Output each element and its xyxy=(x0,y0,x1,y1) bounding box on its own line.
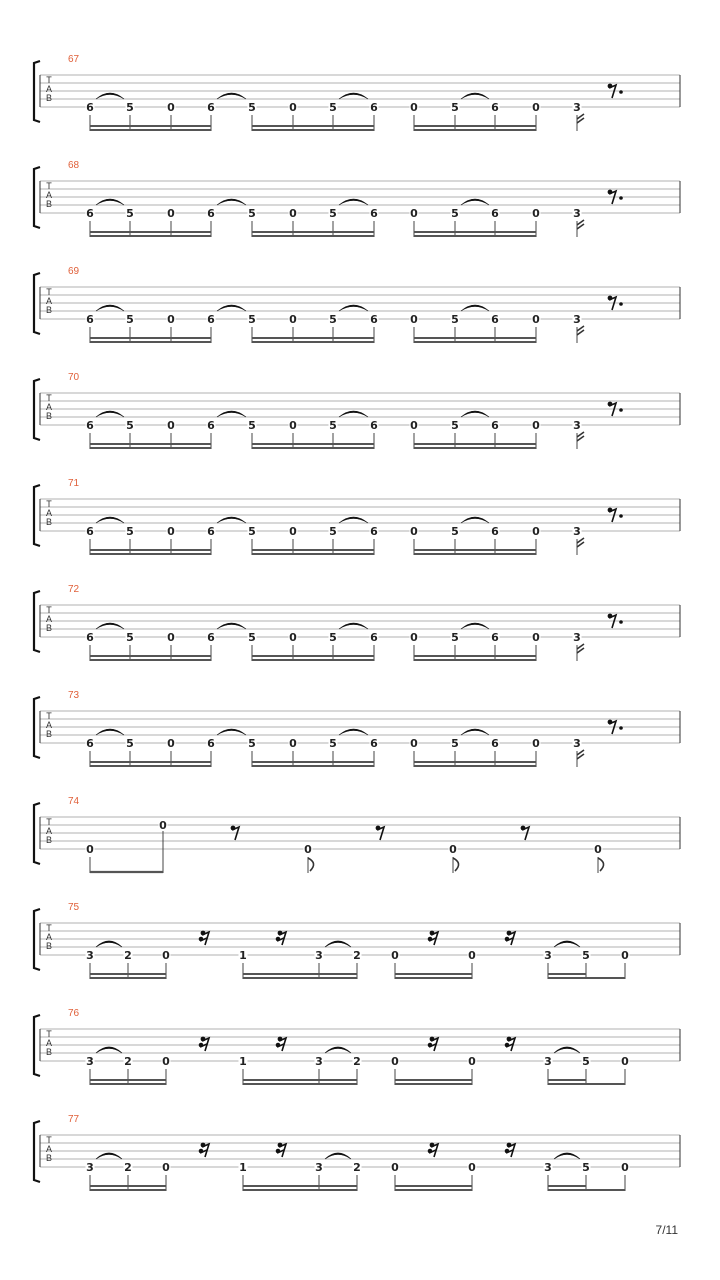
fret-number: 0 xyxy=(167,313,175,326)
tab-system xyxy=(34,478,680,555)
fret-number: 5 xyxy=(329,313,337,326)
fret-number: 3 xyxy=(573,101,581,114)
tab-clef-letter: A xyxy=(45,614,53,624)
fret-number: 0 xyxy=(410,525,418,538)
fret-number: 6 xyxy=(86,737,94,750)
slur xyxy=(339,199,368,205)
fret-number: 0 xyxy=(532,737,540,750)
fret-number: 5 xyxy=(582,949,590,962)
tab-system xyxy=(34,584,680,661)
slur xyxy=(217,729,246,735)
tab-system xyxy=(34,160,680,237)
fret-number: 1 xyxy=(239,1161,247,1174)
rest-augmentation-dot xyxy=(619,408,623,412)
tab-clef-letter: A xyxy=(45,720,53,730)
fret-number: 5 xyxy=(582,1161,590,1174)
tab-clef-letter: B xyxy=(45,1047,53,1057)
fret-number: 0 xyxy=(410,737,418,750)
system-brace xyxy=(34,61,40,122)
slur xyxy=(461,199,489,205)
fret-number: 5 xyxy=(126,631,134,644)
fret-number: 0 xyxy=(532,101,540,114)
slur xyxy=(96,1047,122,1053)
slur xyxy=(96,411,124,417)
slur xyxy=(339,305,368,311)
fret-number: 0 xyxy=(159,819,167,832)
rest-augmentation-dot xyxy=(619,302,623,306)
measure-number: 74 xyxy=(68,796,80,807)
fret-number: 6 xyxy=(86,101,94,114)
fret-number: 3 xyxy=(573,313,581,326)
slur xyxy=(461,305,489,311)
fret-number: 6 xyxy=(370,313,378,326)
rest-stem xyxy=(609,297,616,310)
tab-system xyxy=(34,690,680,767)
system-brace xyxy=(34,1015,40,1076)
fret-number: 3 xyxy=(573,737,581,750)
measure-number: 75 xyxy=(68,902,80,913)
fret-number: 3 xyxy=(86,1161,94,1174)
tab-clef-letter: T xyxy=(46,287,52,297)
fret-number: 6 xyxy=(207,525,215,538)
system-brace xyxy=(34,909,40,970)
slur xyxy=(461,411,489,417)
fret-number: 5 xyxy=(248,101,256,114)
fret-number: 0 xyxy=(289,419,297,432)
tab-clef-letter: A xyxy=(45,1144,53,1154)
fret-number: 3 xyxy=(573,207,581,220)
fret-number: 5 xyxy=(329,631,337,644)
fret-number: 0 xyxy=(289,737,297,750)
fret-number: 0 xyxy=(621,1055,629,1068)
tab-system xyxy=(34,902,680,979)
fret-number: 0 xyxy=(594,843,602,856)
fret-number: 5 xyxy=(126,737,134,750)
tab-clef-letter: T xyxy=(46,711,52,721)
fret-number: 5 xyxy=(451,525,459,538)
fret-number: 0 xyxy=(167,737,175,750)
fret-number: 6 xyxy=(491,207,499,220)
fret-number: 6 xyxy=(491,101,499,114)
rest-stem xyxy=(609,85,616,98)
system-brace xyxy=(34,591,40,652)
tab-clef-letter: T xyxy=(46,1029,52,1039)
tab-clef-letter: B xyxy=(45,729,53,739)
slur xyxy=(339,411,368,417)
tab-clef-letter: B xyxy=(45,199,53,209)
fret-number: 0 xyxy=(162,1161,170,1174)
fret-number: 5 xyxy=(126,101,134,114)
note-flag xyxy=(598,858,604,871)
fret-number: 6 xyxy=(207,631,215,644)
fret-number: 6 xyxy=(370,525,378,538)
tab-clef-letter: B xyxy=(45,941,53,951)
fret-number: 0 xyxy=(167,419,175,432)
fret-number: 0 xyxy=(167,207,175,220)
fret-number: 0 xyxy=(289,101,297,114)
tab-clef-letter: A xyxy=(45,826,53,836)
fret-number: 5 xyxy=(248,313,256,326)
fret-number: 5 xyxy=(451,313,459,326)
tab-clef-letter: A xyxy=(45,508,53,518)
slur xyxy=(217,305,246,311)
fret-number: 0 xyxy=(410,313,418,326)
fret-number: 0 xyxy=(532,313,540,326)
slur xyxy=(96,93,124,99)
tab-system xyxy=(34,796,680,873)
fret-number: 3 xyxy=(315,1161,323,1174)
fret-number: 6 xyxy=(370,631,378,644)
tab-clef-letter: B xyxy=(45,411,53,421)
fret-number: 6 xyxy=(491,313,499,326)
fret-number: 5 xyxy=(582,1055,590,1068)
measure-number: 73 xyxy=(68,690,80,701)
rest-stem xyxy=(232,827,239,840)
tab-system xyxy=(34,266,680,343)
slur xyxy=(96,517,124,523)
tab-clef-letter: T xyxy=(46,923,52,933)
fret-number: 3 xyxy=(544,1055,552,1068)
fret-number: 2 xyxy=(124,949,132,962)
fret-number: 6 xyxy=(207,737,215,750)
tab-clef-letter: T xyxy=(46,181,52,191)
fret-number: 5 xyxy=(451,101,459,114)
fret-number: 5 xyxy=(329,737,337,750)
fret-number: 5 xyxy=(248,207,256,220)
fret-number: 0 xyxy=(289,313,297,326)
fret-number: 0 xyxy=(621,949,629,962)
fret-number: 5 xyxy=(126,313,134,326)
fret-number: 0 xyxy=(468,1055,476,1068)
fret-number: 3 xyxy=(86,1055,94,1068)
fret-number: 3 xyxy=(315,1055,323,1068)
slur xyxy=(96,199,124,205)
measure-number: 67 xyxy=(68,54,80,65)
slur xyxy=(461,729,489,735)
fret-number: 0 xyxy=(532,207,540,220)
tab-clef-letter: A xyxy=(45,1038,53,1048)
rest-stem xyxy=(522,827,529,840)
rest-stem xyxy=(609,191,616,204)
fret-number: 5 xyxy=(451,207,459,220)
fret-number: 3 xyxy=(573,525,581,538)
fret-number: 6 xyxy=(86,313,94,326)
measure-number: 69 xyxy=(68,266,80,277)
fret-number: 6 xyxy=(370,737,378,750)
fret-number: 0 xyxy=(162,1055,170,1068)
slur xyxy=(217,411,246,417)
measure-number: 70 xyxy=(68,372,80,383)
slur xyxy=(217,199,246,205)
tab-clef-letter: B xyxy=(45,623,53,633)
fret-number: 0 xyxy=(162,949,170,962)
tab-clef-letter: B xyxy=(45,835,53,845)
fret-number: 0 xyxy=(289,207,297,220)
slur xyxy=(96,623,124,629)
fret-number: 0 xyxy=(621,1161,629,1174)
tab-clef-letter: T xyxy=(46,1135,52,1145)
fret-number: 0 xyxy=(86,843,94,856)
tab-system xyxy=(34,1008,680,1085)
fret-number: 5 xyxy=(126,207,134,220)
fret-number: 0 xyxy=(167,101,175,114)
tab-clef-letter: T xyxy=(46,393,52,403)
system-brace xyxy=(34,379,40,440)
fret-number: 0 xyxy=(167,525,175,538)
fret-number: 6 xyxy=(491,737,499,750)
fret-number: 3 xyxy=(544,949,552,962)
fret-number: 0 xyxy=(304,843,312,856)
fret-number: 6 xyxy=(207,313,215,326)
fret-number: 1 xyxy=(239,949,247,962)
tab-clef-letter: T xyxy=(46,499,52,509)
tab-clef-letter: A xyxy=(45,932,53,942)
fret-number: 6 xyxy=(370,419,378,432)
tab-clef-letter: A xyxy=(45,402,53,412)
fret-number: 6 xyxy=(207,207,215,220)
tab-clef-letter: A xyxy=(45,190,53,200)
fret-number: 3 xyxy=(573,419,581,432)
system-brace xyxy=(34,803,40,864)
page-number: 7/11 xyxy=(655,1223,678,1237)
slur xyxy=(217,623,246,629)
tab-clef-letter: A xyxy=(45,296,53,306)
fret-number: 2 xyxy=(353,1055,361,1068)
slur xyxy=(461,517,489,523)
fret-number: 6 xyxy=(86,419,94,432)
fret-number: 5 xyxy=(451,737,459,750)
rest-stem xyxy=(609,615,616,628)
slur xyxy=(96,941,122,947)
fret-number: 0 xyxy=(532,525,540,538)
fret-number: 6 xyxy=(491,631,499,644)
fret-number: 5 xyxy=(248,631,256,644)
fret-number: 6 xyxy=(491,419,499,432)
fret-number: 0 xyxy=(391,1161,399,1174)
system-brace xyxy=(34,1121,40,1182)
fret-number: 3 xyxy=(86,949,94,962)
slur xyxy=(96,729,124,735)
tab-clef-letter: T xyxy=(46,75,52,85)
fret-number: 5 xyxy=(451,419,459,432)
slur xyxy=(554,1153,580,1159)
fret-number: 0 xyxy=(410,207,418,220)
tab-clef-letter: A xyxy=(45,84,53,94)
fret-number: 6 xyxy=(207,419,215,432)
fret-number: 6 xyxy=(370,207,378,220)
fret-number: 3 xyxy=(573,631,581,644)
note-flag xyxy=(453,858,459,871)
tab-clef-letter: T xyxy=(46,817,52,827)
fret-number: 5 xyxy=(126,419,134,432)
fret-number: 3 xyxy=(544,1161,552,1174)
fret-number: 5 xyxy=(248,419,256,432)
fret-number: 2 xyxy=(124,1161,132,1174)
fret-number: 5 xyxy=(248,737,256,750)
measure-number: 71 xyxy=(68,478,80,489)
fret-number: 0 xyxy=(410,101,418,114)
rest-stem xyxy=(609,721,616,734)
fret-number: 2 xyxy=(353,1161,361,1174)
slur xyxy=(339,623,368,629)
slur xyxy=(217,517,246,523)
rest-augmentation-dot xyxy=(619,620,623,624)
fret-number: 0 xyxy=(289,631,297,644)
system-brace xyxy=(34,485,40,546)
fret-number: 6 xyxy=(86,631,94,644)
fret-number: 5 xyxy=(329,101,337,114)
fret-number: 0 xyxy=(391,1055,399,1068)
slur xyxy=(339,517,368,523)
fret-number: 3 xyxy=(315,949,323,962)
tab-system xyxy=(34,54,680,131)
note-flag xyxy=(308,858,314,871)
rest-stem xyxy=(609,403,616,416)
system-brace xyxy=(34,273,40,334)
slur xyxy=(325,1153,351,1159)
fret-number: 5 xyxy=(248,525,256,538)
fret-number: 2 xyxy=(124,1055,132,1068)
system-brace xyxy=(34,697,40,758)
fret-number: 5 xyxy=(126,525,134,538)
tab-system xyxy=(34,372,680,449)
fret-number: 5 xyxy=(329,419,337,432)
fret-number: 0 xyxy=(391,949,399,962)
fret-number: 0 xyxy=(289,525,297,538)
tab-clef-letter: B xyxy=(45,93,53,103)
slur xyxy=(96,305,124,311)
slur xyxy=(461,623,489,629)
fret-number: 6 xyxy=(86,525,94,538)
rest-augmentation-dot xyxy=(619,514,623,518)
slur xyxy=(339,729,368,735)
fret-number: 6 xyxy=(370,101,378,114)
fret-number: 0 xyxy=(468,949,476,962)
fret-number: 2 xyxy=(353,949,361,962)
slur xyxy=(554,941,580,947)
rest-augmentation-dot xyxy=(619,196,623,200)
slur xyxy=(461,93,489,99)
slur xyxy=(339,93,368,99)
measure-number: 76 xyxy=(68,1008,80,1019)
fret-number: 5 xyxy=(329,525,337,538)
measure-number: 77 xyxy=(68,1114,80,1125)
slur xyxy=(325,1047,351,1053)
rest-stem xyxy=(609,509,616,522)
fret-number: 5 xyxy=(451,631,459,644)
slur xyxy=(217,93,246,99)
fret-number: 5 xyxy=(329,207,337,220)
fret-number: 1 xyxy=(239,1055,247,1068)
fret-number: 6 xyxy=(491,525,499,538)
tab-system xyxy=(34,1114,680,1191)
slur xyxy=(554,1047,580,1053)
fret-number: 0 xyxy=(449,843,457,856)
fret-number: 0 xyxy=(532,631,540,644)
measure-number: 72 xyxy=(68,584,80,595)
fret-number: 0 xyxy=(468,1161,476,1174)
tab-clef-letter: B xyxy=(45,1153,53,1163)
rest-augmentation-dot xyxy=(619,90,623,94)
fret-number: 0 xyxy=(410,419,418,432)
tab-clef-letter: B xyxy=(45,305,53,315)
rest-stem xyxy=(377,827,384,840)
tab-clef-letter: T xyxy=(46,605,52,615)
fret-number: 0 xyxy=(167,631,175,644)
measure-number: 68 xyxy=(68,160,80,171)
slur xyxy=(325,941,351,947)
fret-number: 0 xyxy=(532,419,540,432)
fret-number: 6 xyxy=(86,207,94,220)
rest-augmentation-dot xyxy=(619,726,623,730)
fret-number: 0 xyxy=(410,631,418,644)
tab-clef-letter: B xyxy=(45,517,53,527)
fret-number: 6 xyxy=(207,101,215,114)
system-brace xyxy=(34,167,40,228)
slur xyxy=(96,1153,122,1159)
